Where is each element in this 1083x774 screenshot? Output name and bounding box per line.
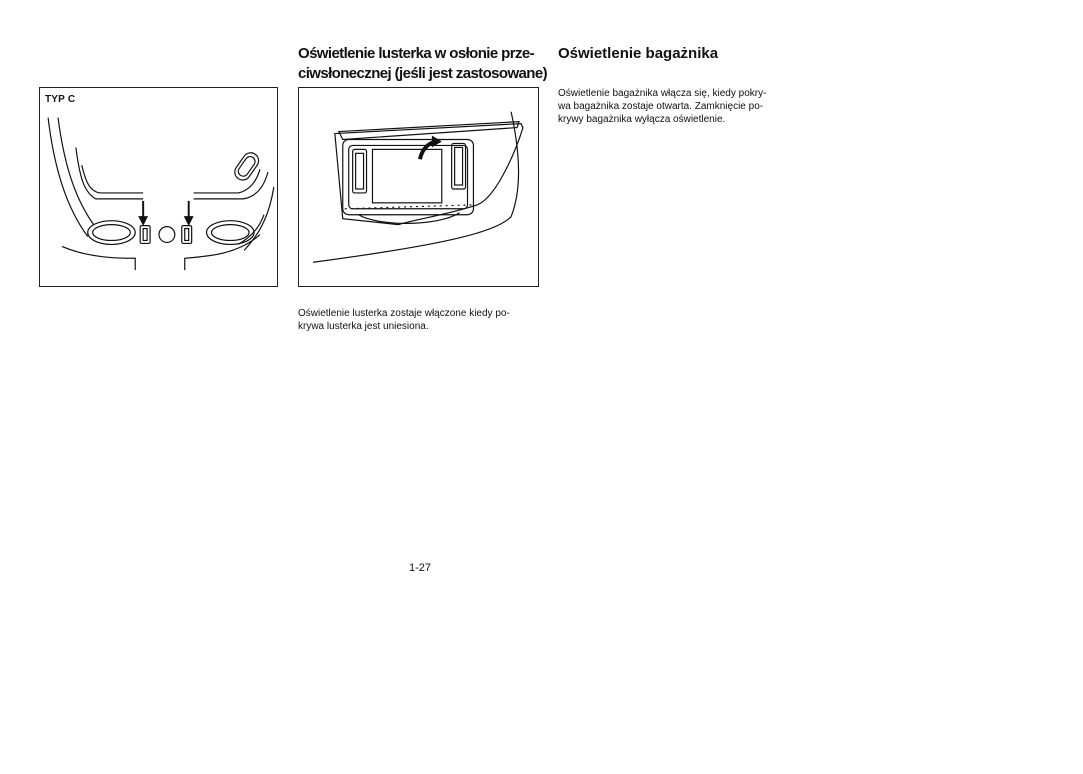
text-line: Oświetlenie lusterka zostaje włączone kiedy po- [298, 308, 510, 319]
text-line: krywy bagażnika wyłącza oświetlenie. [558, 114, 726, 125]
page-number: 1-27 [408, 562, 432, 574]
figure-typ-c [39, 87, 278, 287]
text-line: Oświetlenie bagażnika włącza się, kiedy pokry- [558, 88, 767, 99]
heading-line: ciwsłonecznej (jeśli jest zastosowane) [298, 65, 547, 82]
mirror-light-description [298, 307, 540, 333]
figure-visor-mirror [298, 87, 539, 287]
trunk-light-description [558, 87, 798, 126]
trunk-light-heading: Oświetlenie bagażnika [558, 45, 719, 62]
figure-label: TYP C [45, 94, 76, 105]
sun-visor-mirror-illustration [299, 88, 538, 286]
text-line: krywa lusterka jest uniesiona. [298, 321, 429, 332]
mirror-light-heading [298, 44, 548, 84]
overhead-console-illustration [40, 88, 277, 286]
heading-line: Oświetlenie lusterka w osłonie prze- [298, 45, 534, 62]
text-line: wa bagażnika zostaje otwarta. Zamknięcie po- [558, 101, 764, 112]
